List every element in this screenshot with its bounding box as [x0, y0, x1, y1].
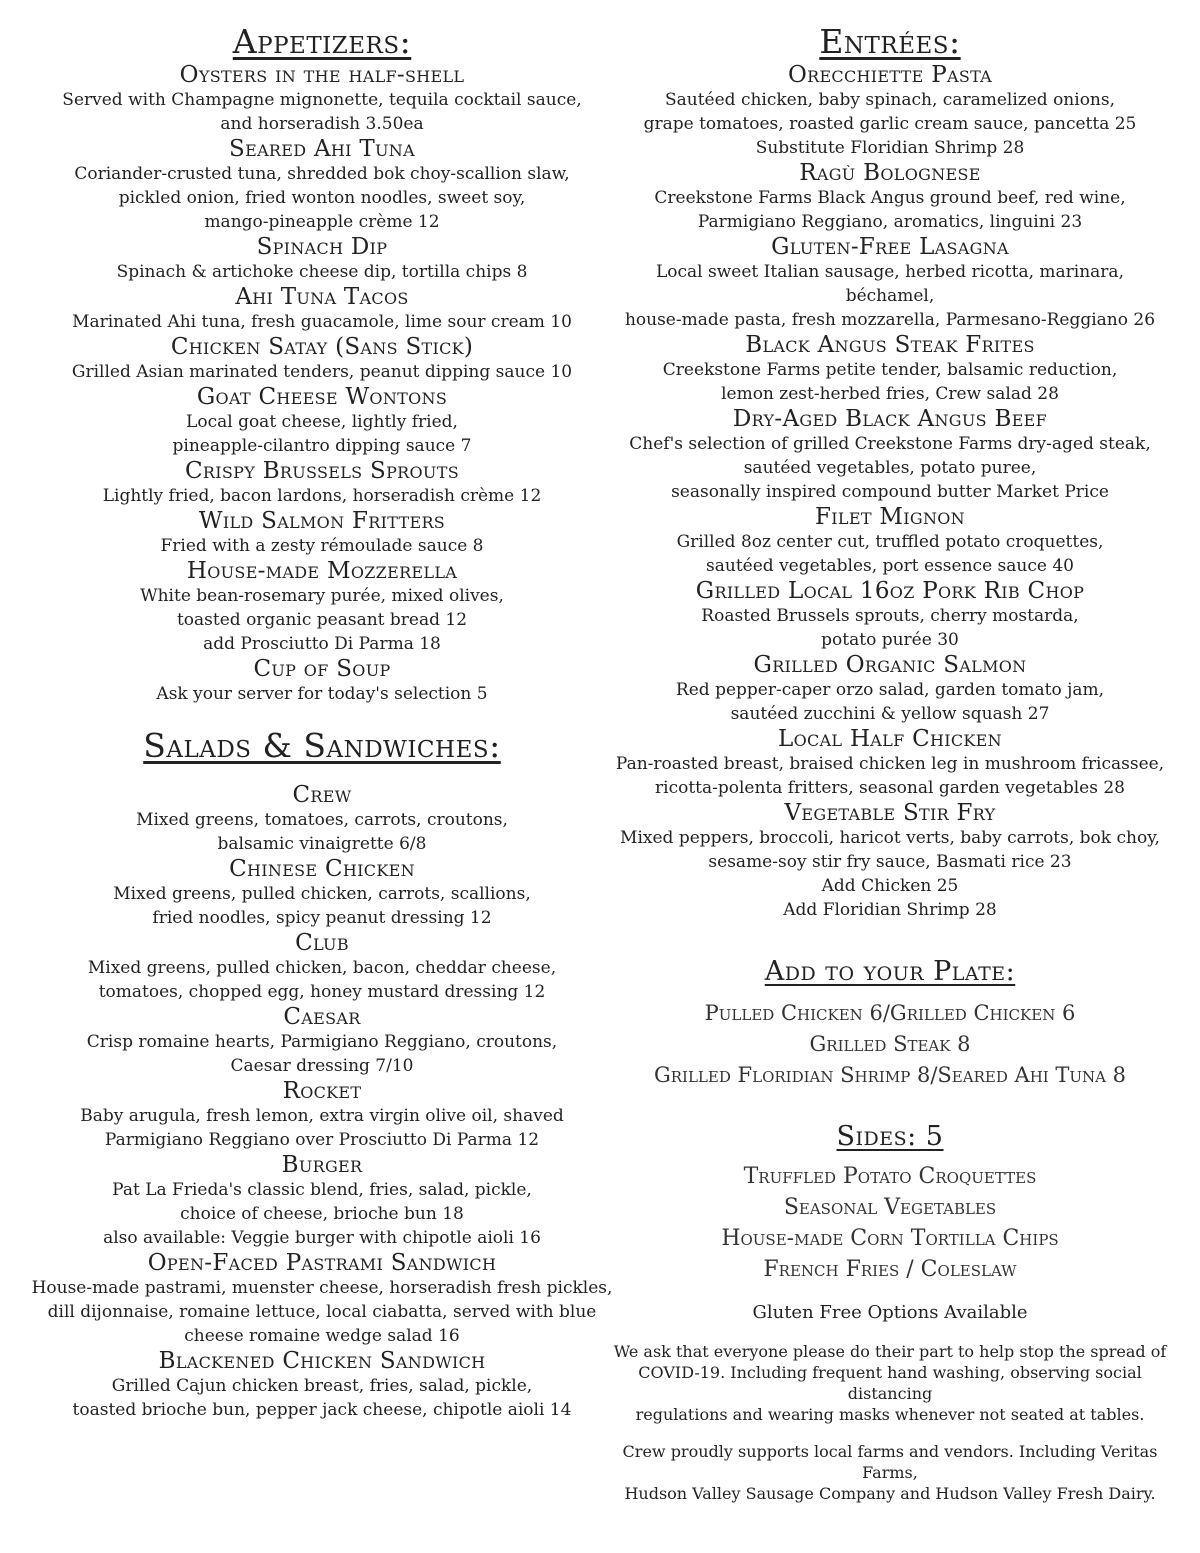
description-line: pineapple-cilantro dipping sauce 7	[172, 436, 472, 456]
description-line: Pan-roasted breast, braised chicken leg in mushroom fricassee,	[615, 754, 1165, 774]
menu-item-name: Cup of Soup	[253, 656, 391, 682]
covid-note-line: COVID-19. Including frequent hand washing, observing social distancing	[638, 1363, 1142, 1403]
description-line: Coriander-crusted tuna, shredded bok choy-scallion slaw,	[74, 164, 570, 184]
description-line: Sautéed chicken, baby spinach, caramelized onions,	[664, 90, 1116, 110]
menu-item-name: Orecchiette Pasta	[787, 62, 993, 88]
menu-item-description	[22, 882, 622, 930]
menu-item-description	[22, 1030, 622, 1078]
menu-item-name: Burger	[281, 1152, 363, 1178]
addon-item: Pulled Chicken 6/Grilled Chicken 6	[704, 1001, 1076, 1025]
menu-item-description	[22, 682, 622, 706]
menu-item-name: Chinese Chicken	[229, 856, 415, 882]
menu-item	[22, 1004, 622, 1078]
addon-item: Grilled Floridian Shrimp 8/Seared Ahi Tuna 8	[653, 1063, 1127, 1087]
entrees-title: Entrées:	[819, 22, 961, 61]
menu-item-description	[610, 752, 1170, 800]
menu-item	[610, 652, 1170, 726]
description-line: pickled onion, fried wonton noodles, sweet soy,	[118, 188, 526, 208]
farms-note	[610, 1441, 1170, 1504]
description-line: toasted organic peasant bread 12	[176, 610, 468, 630]
menu-item	[610, 160, 1170, 234]
gluten-free-note: Gluten Free Options Available	[752, 1302, 1028, 1323]
description-line: Roasted Brussels sprouts, cherry mostarda,	[701, 606, 1079, 626]
menu-item-description	[22, 534, 622, 558]
menu-item	[22, 1078, 622, 1152]
menu-item-name: Grilled Local 16oz Pork Rib Chop	[695, 578, 1085, 604]
menu-item-name: Caesar	[283, 1004, 361, 1030]
menu-item-name: Black Angus Steak Frites	[745, 332, 1035, 358]
description-line: Grilled Asian marinated tenders, peanut dipping sauce 10	[71, 362, 573, 382]
side-item: House-made Corn Tortilla Chips	[721, 1226, 1059, 1251]
menu-item	[22, 558, 622, 656]
description-line: Mixed greens, pulled chicken, bacon, cheddar cheese,	[87, 958, 557, 978]
description-line: and horseradish 3.50ea	[220, 114, 424, 134]
menu-item-name: House-made Mozzerella	[186, 558, 458, 584]
menu-item	[22, 508, 622, 558]
description-line: Creekstone Farms petite tender, balsamic reduction,	[662, 360, 1118, 380]
menu-item	[22, 62, 622, 136]
description-line: Chef's selection of grilled Creekstone Farms dry-aged steak,	[629, 434, 1151, 454]
add-to-plate-list	[610, 998, 1170, 1091]
description-line: Creekstone Farms Black Angus ground beef, red wine,	[654, 188, 1126, 208]
salads-sandwiches-list	[22, 782, 622, 1422]
menu-item	[610, 406, 1170, 504]
covid-note	[610, 1341, 1170, 1425]
menu-item-description	[22, 310, 622, 334]
description-line: seasonally inspired compound butter Market Price	[671, 482, 1109, 502]
menu-item-description	[22, 88, 622, 136]
menu-item-name: Chicken Satay (Sans Stick)	[170, 334, 474, 360]
sides-title: Sides: 5	[836, 1121, 944, 1152]
description-line: Mixed greens, tomatoes, carrots, croutons,	[136, 810, 508, 830]
menu-item-name: Spinach Dip	[256, 234, 388, 260]
menu-item	[22, 1152, 622, 1250]
farms-note-line: Hudson Valley Sausage Company and Hudson Valley Fresh Dairy.	[624, 1484, 1156, 1503]
menu-item-description	[610, 678, 1170, 726]
covid-note-line: regulations and wearing masks whenever not seated at tables.	[635, 1405, 1145, 1424]
description-line: Marinated Ahi tuna, fresh guacamole, lime sour cream 10	[72, 312, 572, 332]
description-line: choice of cheese, brioche bun 18	[180, 1204, 464, 1224]
menu-item-description	[22, 162, 622, 234]
description-line: Substitute Floridian Shrimp 28	[755, 138, 1025, 158]
side-item: Truffled Potato Croquettes	[743, 1164, 1037, 1189]
description-line: sautéed zucchini & yellow squash 27	[730, 704, 1050, 724]
description-line: mango-pineapple crème 12	[204, 212, 440, 232]
menu-item-name: Rocket	[282, 1078, 362, 1104]
menu-item-name: Gluten-Free Lasagna	[771, 234, 1009, 260]
menu-item-description	[610, 260, 1170, 332]
description-line: Fried with a zesty rémoulade sauce 8	[160, 536, 484, 556]
description-line: toasted brioche bun, pepper jack cheese, chipotle aioli 14	[72, 1400, 572, 1420]
menu-item-description	[22, 360, 622, 384]
side-item: French Fries / Coleslaw	[763, 1257, 1017, 1282]
description-line: ricotta-polenta fritters, seasonal garden vegetables 28	[655, 778, 1125, 798]
menu-item	[610, 578, 1170, 652]
description-line: Add Chicken 25	[821, 876, 959, 896]
menu-item-description	[22, 956, 622, 1004]
description-line: Grilled 8oz center cut, truffled potato croquettes,	[676, 532, 1104, 552]
menu-item	[22, 136, 622, 234]
menu-item	[610, 504, 1170, 578]
description-line: Mixed peppers, broccoli, haricot verts, baby carrots, bok choy,	[620, 828, 1160, 848]
description-line: cheese romaine wedge salad 16	[184, 1326, 460, 1346]
farms-note-line: Crew proudly supports local farms and vendors. Including Veritas Farms,	[622, 1442, 1158, 1482]
right-column	[610, 22, 1170, 1504]
description-line: Crisp romaine hearts, Parmigiano Reggiano, croutons,	[86, 1032, 558, 1052]
description-line: sautéed vegetables, potato puree,	[743, 458, 1037, 478]
menu-item-description	[610, 826, 1170, 922]
menu-item-name: Open-Faced Pastrami Sandwich	[147, 1250, 497, 1276]
appetizers-title: Appetizers:	[232, 22, 412, 61]
menu-item	[610, 234, 1170, 332]
description-line: Parmigiano Reggiano, aromatics, linguini 23	[697, 212, 1083, 232]
menu-item	[610, 800, 1170, 922]
menu-item-description	[610, 530, 1170, 578]
menu-item	[22, 284, 622, 334]
menu-item-description	[22, 584, 622, 656]
description-line: balsamic vinaigrette 6/8	[217, 834, 427, 854]
menu-item	[22, 234, 622, 284]
menu-item-name: Crispy Brussels Sprouts	[185, 458, 459, 484]
menu-item-name: Goat Cheese Wontons	[196, 384, 448, 410]
description-line: Spinach & artichoke cheese dip, tortilla chips 8	[116, 262, 528, 282]
description-line: also available: Veggie burger with chipotle aioli 16	[103, 1228, 541, 1248]
description-line: lemon zest-herbed fries, Crew salad 28	[721, 384, 1059, 404]
menu-item-description	[22, 484, 622, 508]
description-line: sesame-soy stir fry sauce, Basmati rice 23	[708, 852, 1072, 872]
description-line: Mixed greens, pulled chicken, carrots, scallions,	[113, 884, 531, 904]
menu-item-name: Local Half Chicken	[778, 726, 1002, 752]
description-line: Red pepper-caper orzo salad, garden tomato jam,	[675, 680, 1105, 700]
entrees-list	[610, 62, 1170, 922]
menu-item	[22, 334, 622, 384]
menu-item	[22, 930, 622, 1004]
menu-item-name: Ragù Bolognese	[799, 160, 981, 186]
covid-note-line: We ask that everyone please do their part to help stop the spread of	[613, 1342, 1167, 1361]
menu-item	[22, 782, 622, 856]
menu-item-description	[610, 88, 1170, 160]
description-line: fried noodles, spicy peanut dressing 12	[152, 908, 492, 928]
description-line: add Prosciutto Di Parma 18	[203, 634, 441, 654]
left-column	[22, 22, 622, 1422]
description-line: Caesar dressing 7/10	[230, 1056, 414, 1076]
menu-item-description	[610, 604, 1170, 652]
menu-item-description	[610, 358, 1170, 406]
description-line: Baby arugula, fresh lemon, extra virgin olive oil, shaved	[80, 1106, 564, 1126]
menu-item-name: Blackened Chicken Sandwich	[158, 1348, 486, 1374]
menu-item	[610, 62, 1170, 160]
menu-item-description	[22, 1178, 622, 1250]
menu-item-name: Crew	[292, 782, 352, 808]
menu-item-name: Wild Salmon Fritters	[198, 508, 446, 534]
menu-item	[22, 1348, 622, 1422]
description-line: Local sweet Italian sausage, herbed ricotta, marinara, béchamel,	[656, 262, 1124, 306]
menu-item-name: Ahi Tuna Tacos	[235, 284, 409, 310]
menu-item-description	[22, 1104, 622, 1152]
side-item: Seasonal Vegetables	[783, 1195, 997, 1220]
menu-item-description	[22, 1374, 622, 1422]
description-line: Local goat cheese, lightly fried,	[186, 412, 458, 432]
sides-list	[610, 1161, 1170, 1285]
description-line: tomatoes, chopped egg, honey mustard dressing 12	[98, 982, 546, 1002]
salads-sandwiches-title: Salads & Sandwiches:	[143, 726, 501, 765]
menu-item-name: Grilled Organic Salmon	[753, 652, 1027, 678]
menu-item-name: Seared Ahi Tuna	[229, 136, 415, 162]
menu-item	[610, 332, 1170, 406]
description-line: potato purée 30	[821, 630, 959, 650]
menu-item-name: Club	[295, 930, 349, 956]
description-line: Add Floridian Shrimp 28	[783, 900, 997, 920]
menu-item-description	[22, 808, 622, 856]
description-line: Lightly fried, bacon lardons, horseradish crème 12	[102, 486, 542, 506]
menu-item	[22, 656, 622, 706]
description-line: dill dijonnaise, romaine lettuce, local ciabatta, served with blue	[47, 1302, 597, 1322]
description-line: House-made pastrami, muenster cheese, horseradish fresh pickles,	[31, 1278, 613, 1298]
menu-item	[22, 856, 622, 930]
menu-item	[610, 726, 1170, 800]
menu-item-description	[610, 432, 1170, 504]
menu-item	[22, 458, 622, 508]
description-line: Ask your server for today's selection 5	[156, 684, 488, 704]
menu-item-name: Filet Mignon	[815, 504, 965, 530]
menu-item-description	[22, 260, 622, 284]
menu-item-name: Vegetable Stir Fry	[784, 800, 996, 826]
menu-item	[22, 1250, 622, 1348]
description-line: Grilled Cajun chicken breast, fries, salad, pickle,	[111, 1376, 533, 1396]
menu-item-description	[22, 1276, 622, 1348]
description-line: house-made pasta, fresh mozzarella, Parmesano-Reggiano 26	[624, 310, 1156, 330]
description-line: Served with Champagne mignonette, tequila cocktail sauce,	[62, 90, 582, 110]
menu-item-description	[610, 186, 1170, 234]
menu-item-name: Dry-Aged Black Angus Beef	[732, 406, 1048, 432]
description-line: sautéed vegetables, port essence sauce 40	[706, 556, 1074, 576]
description-line: White bean-rosemary purée, mixed olives,	[140, 586, 504, 606]
addon-item: Grilled Steak 8	[809, 1032, 971, 1056]
appetizers-list	[22, 62, 622, 706]
description-line: Pat La Frieda's classic blend, fries, salad, pickle,	[112, 1180, 532, 1200]
description-line: Parmigiano Reggiano over Prosciutto Di Parma 12	[104, 1130, 540, 1150]
add-to-plate-title: Add to your Plate:	[764, 956, 1016, 987]
menu-item-description	[22, 410, 622, 458]
menu-item	[22, 384, 622, 458]
menu-item-name: Oysters in the half-shell	[179, 62, 465, 88]
description-line: grape tomatoes, roasted garlic cream sauce, pancetta 25	[643, 114, 1137, 134]
